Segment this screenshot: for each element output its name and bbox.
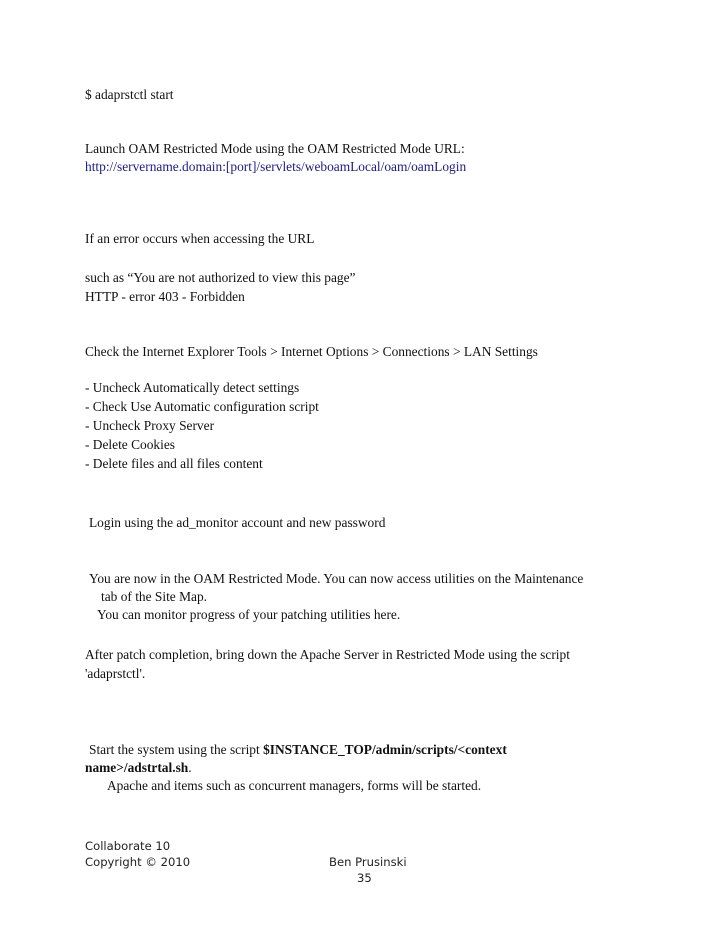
error-message: such as “You are not authorized to view this page” — [85, 270, 356, 285]
ie-settings-path: Check the Internet Explorer Tools > Internet Options > Connections > LAN Settings — [85, 344, 538, 359]
footer-event: Collaborate 10 — [85, 839, 171, 853]
after-patch-text: After patch completion, bring down the Apache Server in Restricted Mode using the script — [85, 647, 570, 662]
footer-copyright: Copyright © 2010 — [85, 855, 191, 869]
start-suffix: . — [188, 760, 192, 775]
error-intro: If an error occurs when accessing the URL — [85, 231, 315, 246]
start-result-text: Apache and items such as concurrent managers, forms will be started. — [107, 778, 482, 793]
login-instruction: Login using the ad_monitor account and new password — [89, 515, 386, 530]
list-item: - Uncheck Automatically detect settings — [85, 380, 300, 395]
command-line: $ adaprstctl start — [85, 87, 174, 102]
script-path: $INSTANCE_TOP/admin/scripts/<context — [263, 742, 507, 757]
list-item: - Check Use Automatic configuration script — [85, 399, 319, 414]
oam-url-link[interactable]: http://servername.domain:[port]/servlets/weboamLocal/oam/oamLogin — [85, 159, 467, 174]
restricted-mode-text-cont: tab of the Site Map. — [101, 589, 207, 604]
after-patch-script: 'adaprstctl'. — [85, 666, 146, 681]
start-system-line-cont — [85, 759, 192, 777]
script-path-cont: name>/adstrtal.sh — [85, 760, 189, 775]
launch-intro: Launch OAM Restricted Mode using the OAM Restricted Mode URL: — [85, 141, 465, 156]
footer-author: Ben Prusinski — [329, 855, 407, 869]
monitor-progress-text: You can monitor progress of your patching utilities here. — [97, 607, 401, 622]
start-prefix: Start the system using the script — [89, 742, 264, 757]
error-code: HTTP - error 403 - Forbidden — [85, 289, 245, 304]
start-system-line — [89, 741, 507, 759]
list-item: - Uncheck Proxy Server — [85, 418, 215, 433]
page-number: 35 — [357, 871, 372, 885]
list-item: - Delete Cookies — [85, 437, 175, 452]
restricted-mode-text: You are now in the OAM Restricted Mode. You can now access utilities on the Maintenance — [89, 571, 584, 586]
list-item: - Delete files and all files content — [85, 456, 263, 471]
